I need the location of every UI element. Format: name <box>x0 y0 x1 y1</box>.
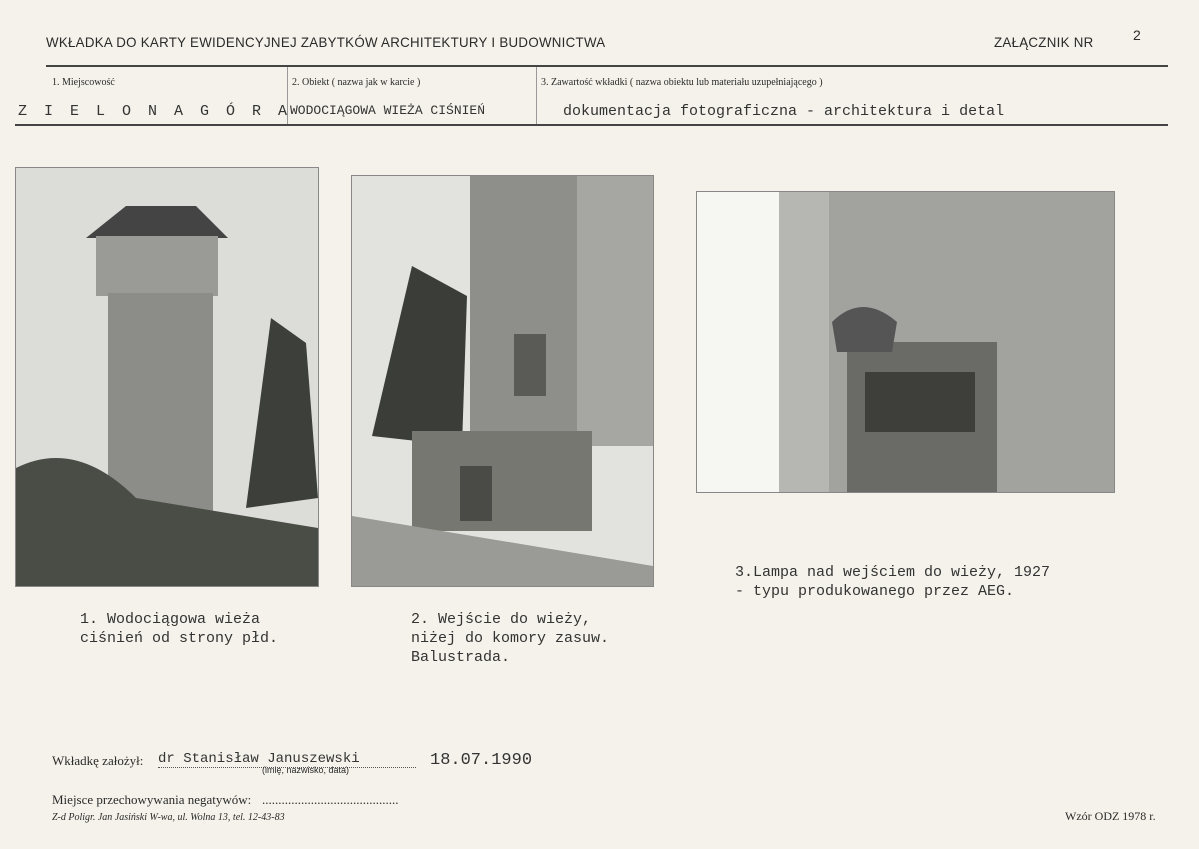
column-divider <box>536 67 537 125</box>
field-label-locality: 1. Miejscowość <box>52 77 115 88</box>
field-value-object: WODOCIĄGOWA WIEŻA CIŚNIEŃ <box>290 103 486 118</box>
author-label: Wkładkę założył: <box>52 753 144 768</box>
annex-label: ZAŁĄCZNIK NR <box>994 34 1094 50</box>
document-title: WKŁADKA DO KARTY EWIDENCYJNEJ ZABYTKÓW ARCHITEKTURY I BUDOWNICTWA <box>46 34 606 50</box>
annex-number: 2 <box>1133 27 1141 43</box>
photo-caption-1: 1. Wodociągowa wieża ciśnień od strony płd. <box>80 611 279 647</box>
photo-entrance <box>351 175 654 587</box>
top-rule <box>46 65 1168 67</box>
author-value: dr Stanisław Januszewski <box>158 751 416 768</box>
form-version: Wzór ODZ 1978 r. <box>1065 809 1156 823</box>
bottom-rule <box>15 124 1168 126</box>
negatives-value: .......................................... <box>262 792 399 807</box>
field-value-locality: Z I E L O N A G Ó R A <box>18 103 292 120</box>
field-value-content: dokumentacja fotograficzna - architektura i detal <box>563 103 1005 120</box>
photo-lamp <box>696 191 1115 493</box>
field-label-object: 2. Obiekt ( nazwa jak w karcie ) <box>292 77 421 88</box>
date: 18.07.1990 <box>430 751 533 770</box>
photo-water-tower <box>15 167 319 587</box>
field-label-content: 3. Zawartość wkładki ( nazwa obiektu lub materiału uzupełniającego ) <box>541 77 823 88</box>
negatives-label: Miejsce przechowywania negatywów: <box>52 792 252 807</box>
author-hint: (imię, nazwisko, data) <box>262 765 350 775</box>
photo-caption-3: 3.Lampa nad wejściem do wieży, 1927 - typu produkowanego przez AEG. <box>735 564 1051 600</box>
photo-caption-2: 2. Wejście do wieży, niżej do komory zasuw. Balustrada. <box>411 611 610 666</box>
printer-info: Z-d Poligr. Jan Jasiński W-wa, ul. Wolna 13, tel. 12-43-83 <box>52 812 285 823</box>
